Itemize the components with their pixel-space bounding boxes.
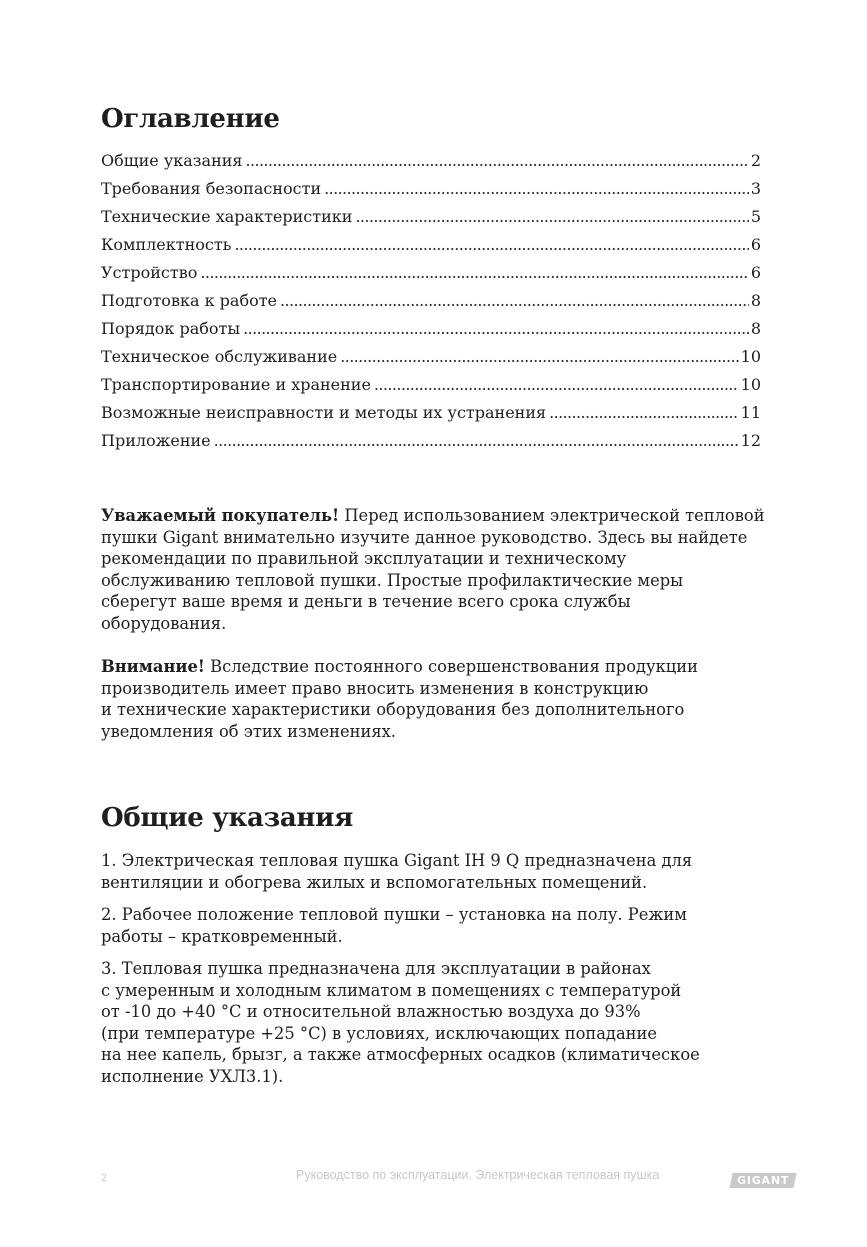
toc-leader-dots — [280, 291, 749, 310]
text-line: 3. Тепловая пушка предназначена для эксплуатации в районах — [101, 959, 651, 978]
logo-text: GIGANT — [736, 1174, 790, 1187]
intro-paragraph — [101, 505, 801, 635]
toc-entry-page: 2 — [750, 151, 761, 170]
text-line: Внимание! Вследствие постоянного совершенствования продукции — [101, 657, 698, 676]
text-line: 1. Электрическая тепловая пушка Gigant IH 9 Q предназначена для — [101, 851, 693, 870]
table-of-contents — [101, 151, 761, 459]
toc-leader-dots — [340, 347, 738, 366]
toc-entry-page: 12 — [740, 431, 761, 450]
toc-entry-title: Возможные неисправности и методы их устранения — [101, 403, 547, 422]
toc-entry-page: 6 — [750, 235, 761, 254]
general-section-heading: Общие указания — [101, 803, 354, 833]
text-line: 2. Рабочее положение тепловой пушки – установка на полу. Режим — [101, 905, 687, 924]
toc-entry[interactable] — [101, 151, 761, 179]
toc-entry[interactable] — [101, 179, 761, 207]
toc-leader-dots — [214, 431, 739, 450]
toc-entry[interactable] — [101, 403, 761, 431]
toc-leader-dots — [200, 263, 748, 282]
toc-entry-title: Техническое обслуживание — [101, 347, 338, 366]
toc-entry[interactable] — [101, 207, 761, 235]
general-item-3 — [101, 958, 801, 1088]
toc-entry-page: 8 — [750, 291, 761, 310]
toc-entry[interactable] — [101, 319, 761, 347]
text-line: на нее капель, брызг, а также атмосферных осадков (климатическое — [101, 1045, 700, 1065]
toc-heading: Оглавление — [101, 104, 280, 134]
general-item-2 — [101, 904, 801, 947]
toc-entry-title: Требования безопасности — [101, 179, 322, 198]
text-line: исполнение УХЛ3.1). — [101, 1066, 284, 1086]
toc-leader-dots — [549, 403, 739, 422]
toc-entry-title: Порядок работы — [101, 319, 241, 338]
toc-entry-page: 8 — [750, 319, 761, 338]
toc-entry-page: 6 — [750, 263, 761, 282]
toc-entry-title: Транспортирование и хранение — [101, 375, 371, 394]
toc-entry-title: Подготовка к работе — [101, 291, 278, 310]
text-line: сберегут ваше время и деньги в течение всего срока службы — [101, 592, 631, 612]
text-line: работы – кратковременный. — [101, 926, 343, 946]
toc-entry[interactable] — [101, 347, 761, 375]
footer-title: Руководство по эксплуатации. Электрическая тепловая пушка — [296, 1168, 660, 1182]
general-item-1 — [101, 850, 801, 893]
text-line: вентиляции и обогрева жилых и вспомогательных помещений. — [101, 872, 648, 892]
text-line: Уважаемый покупатель! Перед использованием электрической тепловой — [101, 506, 765, 525]
toc-entry-title: Комплектность — [101, 235, 232, 254]
text-line: уведомления об этих изменениях. — [101, 721, 396, 741]
toc-entry[interactable] — [101, 375, 761, 403]
text-line: (при температуре +25 °С) в условиях, исключающих попадание — [101, 1023, 657, 1043]
toc-leader-dots — [245, 151, 748, 170]
toc-entry-page: 3 — [750, 179, 761, 198]
text-line: обслуживанию тепловой пушки. Простые профилактические меры — [101, 570, 684, 590]
toc-entry-page: 10 — [740, 347, 761, 366]
toc-entry-title: Технические характеристики — [101, 207, 353, 226]
toc-entry-page: 11 — [740, 403, 761, 422]
toc-leader-dots — [243, 319, 749, 338]
text-line: пушки Gigant внимательно изучите данное руководство. Здесь вы найдете — [101, 527, 748, 547]
text-line: производитель имеет право вносить изменения в конструкцию — [101, 678, 649, 698]
toc-entry-page: 10 — [740, 375, 761, 394]
intro-bold-lead: Уважаемый покупатель! — [101, 506, 340, 525]
text-line: с умеренным и холодным климатом в помещениях с температурой — [101, 980, 682, 1000]
toc-leader-dots — [324, 179, 749, 198]
toc-leader-dots — [374, 375, 739, 394]
toc-leader-dots — [355, 207, 748, 226]
text-line: рекомендации по правильной эксплуатации и техническому — [101, 549, 627, 569]
toc-entry[interactable] — [101, 263, 761, 291]
gigant-logo — [729, 1173, 796, 1188]
footer-page-number: 2 — [101, 1172, 108, 1184]
attention-bold-lead: Внимание! — [101, 657, 205, 676]
toc-entry[interactable] — [101, 431, 761, 459]
toc-entry[interactable] — [101, 235, 761, 263]
attention-paragraph — [101, 656, 801, 742]
toc-entry-title: Общие указания — [101, 151, 243, 170]
toc-entry-title: Приложение — [101, 431, 211, 450]
text-line: от -10 до +40 °С и относительной влажностью воздуха до 93% — [101, 1002, 641, 1022]
toc-leader-dots — [234, 235, 748, 254]
toc-entry-title: Устройство — [101, 263, 198, 282]
toc-entry-page: 5 — [750, 207, 761, 226]
toc-entry[interactable] — [101, 291, 761, 319]
text-line: и технические характеристики оборудования без дополнительного — [101, 700, 685, 720]
text-line: оборудования. — [101, 613, 227, 633]
